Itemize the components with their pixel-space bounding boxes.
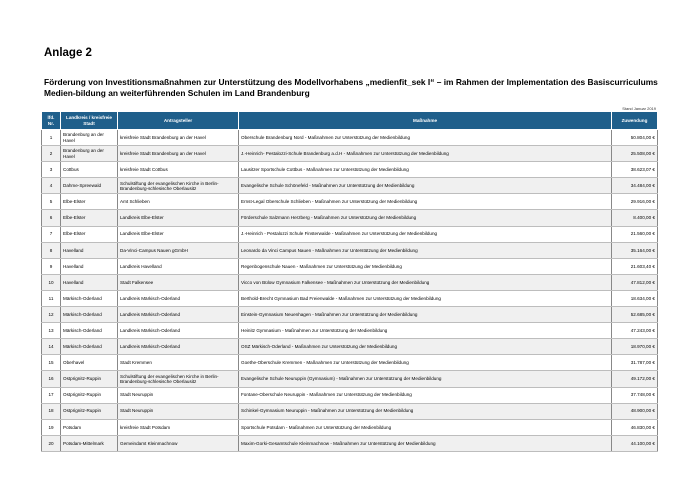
- cell-antragsteller: Landkreis Havelland: [118, 258, 239, 274]
- cell-nr: 1: [42, 130, 61, 146]
- table-row: [42, 339, 658, 355]
- header-landkreis: Landkreis / kreisfreie Stadt: [61, 112, 118, 130]
- cell-nr: 5: [42, 194, 61, 210]
- cell-nr: 16: [42, 371, 61, 387]
- cell-antragsteller: Landkreis Märkisch-Oderland: [118, 339, 239, 355]
- cell-zuwendung: 47.812,00 €: [612, 274, 658, 290]
- table-row: [42, 307, 658, 323]
- cell-antragsteller: Amt Schlieben: [118, 194, 239, 210]
- cell-zuwendung: 34.484,00 €: [612, 178, 658, 194]
- header-antragsteller: Antragsteller: [118, 112, 239, 130]
- cell-zuwendung: 8.400,00 €: [612, 210, 658, 226]
- cell-zuwendung: 21.560,00 €: [612, 226, 658, 242]
- cell-massnahme: Maxim-Gorki-Gesamtschule Kleinmachnow - Maßnahmen zur Unterstützung der Medienbildung: [239, 435, 612, 451]
- cell-antragsteller: Landkreis Märkisch-Oderland: [118, 323, 239, 339]
- cell-antragsteller: Landkreis Elbe-Elster: [118, 226, 239, 242]
- cell-antragsteller: Stadt Kremmen: [118, 355, 239, 371]
- cell-antragsteller: Gemeindamt Kleinmachnow: [118, 435, 239, 451]
- cell-nr: 18: [42, 403, 61, 419]
- table-row: [42, 146, 658, 162]
- cell-antragsteller: Landkreis Elbe-Elster: [118, 210, 239, 226]
- cell-landkreis: Ostprignitz-Ruppin: [61, 403, 118, 419]
- header-massnahme: Maßnahme: [239, 112, 612, 130]
- cell-massnahme: Vicco von Bülow Gymnasium Falkensee - Maßnahmen zur Unterstützung der Medienbildung: [239, 274, 612, 290]
- cell-landkreis: Brandenburg an der Havel: [61, 130, 118, 146]
- cell-zuwendung: 47.243,00 €: [612, 323, 658, 339]
- cell-nr: 6: [42, 210, 61, 226]
- cell-antragsteller: kreisfreie Stadt Cottbus: [118, 162, 239, 178]
- table-row: [42, 323, 658, 339]
- cell-landkreis: Brandenburg an der Havel: [61, 146, 118, 162]
- cell-massnahme: Lausitzer Sportschule Cottbus - Maßnahmen zur Unterstützung der Medienbildung: [239, 162, 612, 178]
- cell-zuwendung: 21.603,40 €: [612, 258, 658, 274]
- document-title: Förderung von Investitionsmaßnahmen zur Unterstützung des Modellvorhabens „medienfit_sek I“ – im Rahmen der Implementation des Basiscurriculums Medien-bildung an weiterführenden Schulen im Land Brandenburg: [44, 77, 658, 98]
- table-row: [42, 371, 658, 387]
- table-row: [42, 226, 658, 242]
- cell-landkreis: Märkisch-Oderland: [61, 290, 118, 306]
- cell-massnahme: Sportschule Potsdam - Maßnahmen zur Unterstützung der Medienbildung: [239, 419, 612, 435]
- cell-antragsteller: kreisfreie Stadt Potsdam: [118, 419, 239, 435]
- cell-antragsteller: Stadt Neuruppin: [118, 387, 239, 403]
- cell-antragsteller: Schulstiftung der evangelischen Kirche in Berlin-Brandenburg-schlesische Oberlausitz: [118, 178, 239, 194]
- cell-massnahme: Schinkel-Gymnasium Neuruppin - Maßnahmen zur Unterstützung der Medienbildung: [239, 403, 612, 419]
- cell-landkreis: Havelland: [61, 274, 118, 290]
- cell-massnahme: Ernst-Legal Oberschule Schlieben - Maßnahmen zur Unterstützung der Medienbildung: [239, 194, 612, 210]
- cell-nr: 12: [42, 307, 61, 323]
- cell-antragsteller: Landkreis Märkisch-Oderland: [118, 290, 239, 306]
- cell-nr: 17: [42, 387, 61, 403]
- cell-landkreis: Ostprignitz-Ruppin: [61, 371, 118, 387]
- cell-zuwendung: 18.634,00 €: [612, 290, 658, 306]
- cell-zuwendung: 49.172,00 €: [612, 371, 658, 387]
- cell-zuwendung: 48.900,00 €: [612, 403, 658, 419]
- cell-massnahme: Fontane-Oberschule Neuruppin - Maßnahmen zur Unterstützung der Medienbildung: [239, 387, 612, 403]
- cell-massnahme: J.-Heinrich- Pestalozzi-Schule Brandenburg a.d.H - Maßnahmen zur Unterstützung der Medienbildung: [239, 146, 612, 162]
- cell-antragsteller: Landkreis Märkisch-Oderland: [118, 307, 239, 323]
- cell-antragsteller: Stadt Neuruppin: [118, 403, 239, 419]
- cell-landkreis: Havelland: [61, 258, 118, 274]
- table-row: [42, 274, 658, 290]
- cell-landkreis: Oberhavel: [61, 355, 118, 371]
- table-row: [42, 130, 658, 146]
- cell-massnahme: Evangelische Schule Schönefeld - Maßnahmen zur Unterstützung der Medienbildung: [239, 178, 612, 194]
- table-row: [42, 403, 658, 419]
- cell-massnahme: Leonardo da Vinci Campus Nauen - Maßnahmen zur Unterstützung der Medienbildung: [239, 242, 612, 258]
- cell-landkreis: Elbe-Elster: [61, 194, 118, 210]
- cell-nr: 2: [42, 146, 61, 162]
- cell-zuwendung: 50.804,00 €: [612, 130, 658, 146]
- table-row: [42, 194, 658, 210]
- cell-zuwendung: 46.830,00 €: [612, 419, 658, 435]
- cell-zuwendung: 18.970,00 €: [612, 339, 658, 355]
- cell-zuwendung: 31.787,00 €: [612, 355, 658, 371]
- cell-landkreis: Dahme-Spreewald: [61, 178, 118, 194]
- cell-antragsteller: Stadt Falkensee: [118, 274, 239, 290]
- cell-nr: 15: [42, 355, 61, 371]
- cell-nr: 9: [42, 258, 61, 274]
- cell-massnahme: Goethe-Oberschule Kremmen - Maßnahmen zur Unterstützung der Medienbildung: [239, 355, 612, 371]
- table-row: [42, 387, 658, 403]
- table-row: [42, 178, 658, 194]
- table-row: [42, 210, 658, 226]
- cell-nr: 10: [42, 274, 61, 290]
- cell-massnahme: OSZ Märkisch-Oderland - Maßnahmen zur Unterstützung der Medienbildung: [239, 339, 612, 355]
- cell-landkreis: Märkisch-Oderland: [61, 339, 118, 355]
- table-header-row: [42, 112, 658, 130]
- table-row: [42, 419, 658, 435]
- cell-massnahme: Regenbogenschule Nauen - Maßnahmen zur Unterstützung der Medienbildung: [239, 258, 612, 274]
- cell-zuwendung: 35.164,00 €: [612, 242, 658, 258]
- cell-nr: 11: [42, 290, 61, 306]
- cell-landkreis: Elbe-Elster: [61, 226, 118, 242]
- cell-antragsteller: Schulstiftung der evangelischen Kirche in Berlin-Brandenburg-schlesische Oberlausitz: [118, 371, 239, 387]
- table-row: [42, 242, 658, 258]
- cell-landkreis: Ostprignitz-Ruppin: [61, 387, 118, 403]
- cell-zuwendung: 25.508,00 €: [612, 146, 658, 162]
- cell-massnahme: Einstein-Gymnasium Neuenhagen - Maßnahmen zur Unterstützung der Medienbildung: [239, 307, 612, 323]
- cell-landkreis: Potsdam: [61, 419, 118, 435]
- stand-date: Stand Januar 2019: [622, 106, 656, 111]
- cell-landkreis: Elbe-Elster: [61, 210, 118, 226]
- cell-zuwendung: 37.748,00 €: [612, 387, 658, 403]
- cell-massnahme: Berthold-Brecht Gymnasium Bad Freienwalde - Maßnahmen zur Unterstützung der Medienbildung: [239, 290, 612, 306]
- cell-antragsteller: kreisfreie Stadt Brandenburg an der Havel: [118, 146, 239, 162]
- cell-massnahme: J.-Heinrich - Pestalozzi Schule Finsterwalde - Maßnahmen zur Unterstützung der Medienbildung: [239, 226, 612, 242]
- cell-nr: 7: [42, 226, 61, 242]
- cell-massnahme: Oberschule Brandenburg Nord - Maßnahmen zur Unterstützung der Medienbildung: [239, 130, 612, 146]
- cell-nr: 3: [42, 162, 61, 178]
- cell-landkreis: Märkisch-Oderland: [61, 323, 118, 339]
- cell-nr: 13: [42, 323, 61, 339]
- table-row: [42, 258, 658, 274]
- cell-zuwendung: 44.100,00 €: [612, 435, 658, 451]
- cell-zuwendung: 52.685,00 €: [612, 307, 658, 323]
- cell-landkreis: Potsdam-Mittelmark: [61, 435, 118, 451]
- cell-zuwendung: 29.916,00 €: [612, 194, 658, 210]
- cell-nr: 4: [42, 178, 61, 194]
- table-row: [42, 290, 658, 306]
- table-row: [42, 355, 658, 371]
- cell-landkreis: Havelland: [61, 242, 118, 258]
- cell-landkreis: Cottbus: [61, 162, 118, 178]
- cell-antragsteller: kreisfreie Stadt Brandenburg an der Havel: [118, 130, 239, 146]
- header-zuwendung: Zuwendung: [612, 112, 658, 130]
- cell-nr: 14: [42, 339, 61, 355]
- cell-antragsteller: Da-Vinci-Campus Nauen gGmbH: [118, 242, 239, 258]
- cell-massnahme: Evangelische Schule Neuruppin (Gymnasium) - Maßnahmen zur Unterstützung der Medienbildung: [239, 371, 612, 387]
- cell-massnahme: Heinitz Gymnasium - Maßnahmen zur Unterstützung der Medienbildung: [239, 323, 612, 339]
- cell-zuwendung: 38.623,07 €: [612, 162, 658, 178]
- funding-table: [41, 111, 658, 452]
- cell-landkreis: Märkisch-Oderland: [61, 307, 118, 323]
- document-label: Anlage 2: [44, 47, 92, 59]
- cell-nr: 19: [42, 419, 61, 435]
- cell-nr: 8: [42, 242, 61, 258]
- cell-massnahme: Förderschule Salzmann Herzberg - Maßnahmen zur Unterstützung der Medienbildung: [239, 210, 612, 226]
- table-row: [42, 435, 658, 451]
- header-nr: lfd. Nr.: [42, 112, 61, 130]
- cell-nr: 20: [42, 435, 61, 451]
- table-row: [42, 162, 658, 178]
